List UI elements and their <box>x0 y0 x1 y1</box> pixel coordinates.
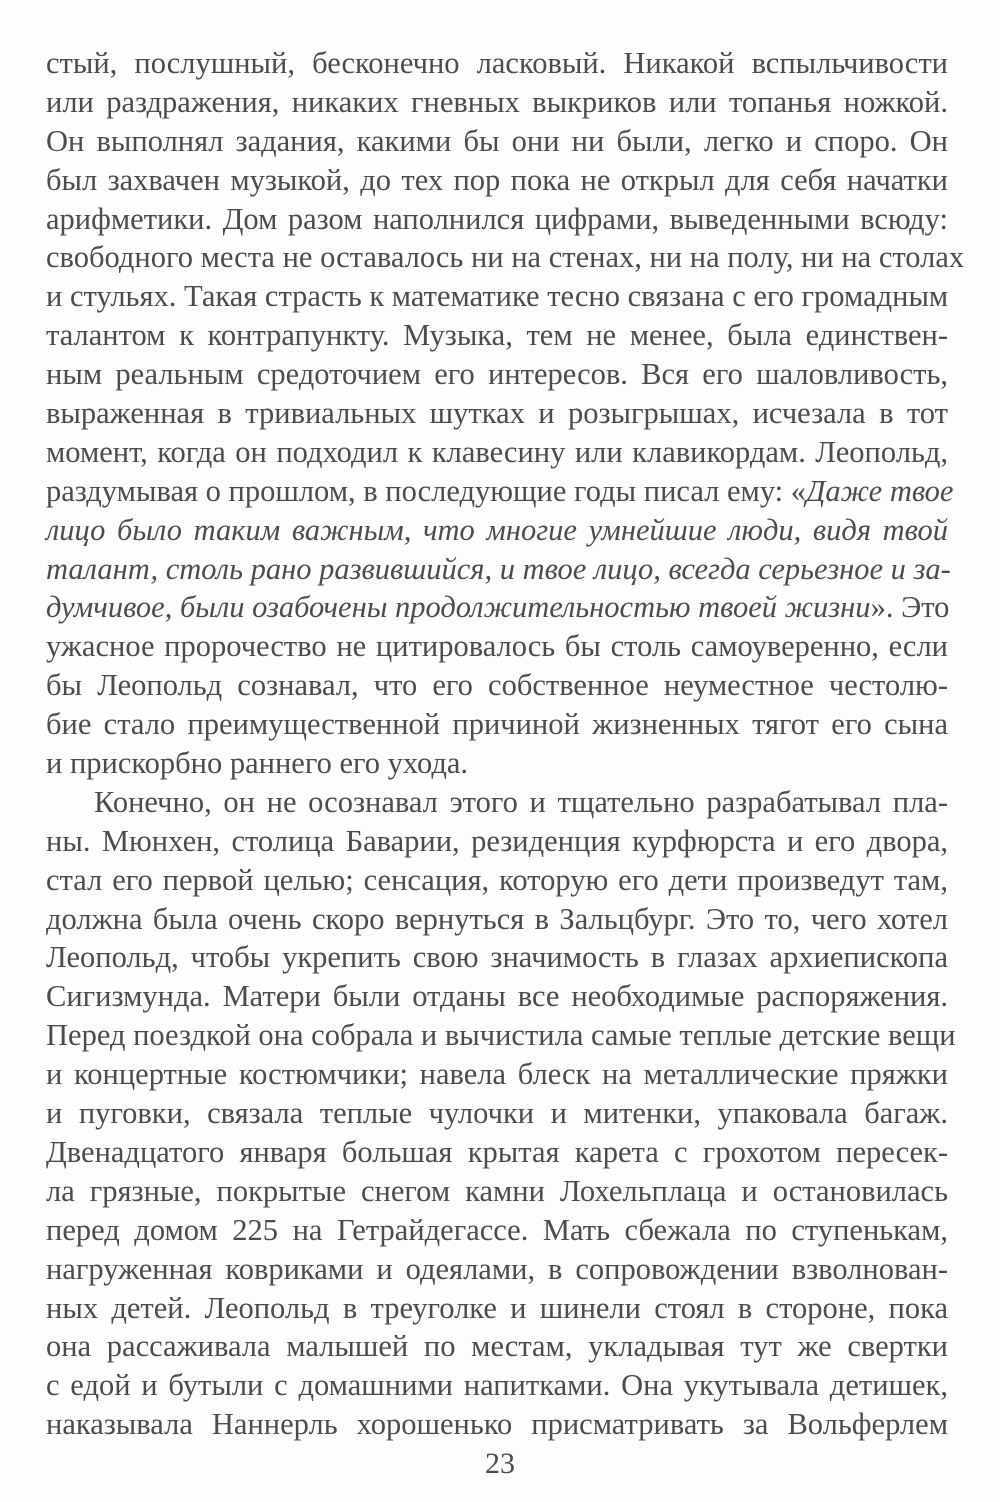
quote-line: лицо было таким важным, что многие умнейшие люди, видя твой <box>46 512 948 547</box>
text-fragment: раздумывая о прошлом, в последующие годы писал ему: « <box>46 473 807 508</box>
quote-line: талант, столь рано развившийся, и твое лицо, всегда серьезное и за- <box>46 551 951 586</box>
text-line: был захвачен музыкой, до тех пор пока не открыл для себя начатки <box>46 162 948 197</box>
text-line: ных детей. Леопольд в треуголке и шинели стоял в стороне, пока <box>46 1290 948 1325</box>
text-line: и стульях. Такая страсть к математике тесно связана с его громадным <box>46 279 949 314</box>
text-line-mixed <box>46 472 954 511</box>
text-line: наказывала Наннерль хорошенько присматривать за Вольферлем <box>46 1407 948 1442</box>
text-line: и пуговки, связала теплые чулочки и митенки, упаковала багаж. <box>46 1096 948 1131</box>
text-line: выраженная в тривиальных шутках и розыгрышах, исчезала в тот <box>46 396 948 431</box>
text-line: с едой и бутыли с домашними напитками. Она укутывала детишек, <box>46 1368 948 1403</box>
text-line-mixed <box>46 588 948 627</box>
text-line: бы Леопольд сознавал, что его собственное неуместное честолю- <box>46 668 948 703</box>
text-line: ужасное пророчество не цитировалось бы столь самоуверенно, если <box>46 629 948 664</box>
text-line: стал его первой целью; сенсация, которую его дети произведут там, <box>46 862 948 897</box>
text-line: ны. Мюнхен, столица Баварии, резиденция курфюрста и его двора, <box>46 823 948 858</box>
text-line: перед домом 225 на Гетрайдегассе. Мать сбежала по ступенькам, <box>46 1212 948 1247</box>
text-line: и прискорбно раннего его ухода. <box>46 746 469 781</box>
text-fragment: ». Это <box>870 590 950 625</box>
text-line: Двенадцатого января большая крытая карета с грохотом пересек- <box>46 1134 948 1169</box>
text-line: Перед поездкой она собрала и вычистила самые теплые детские вещи <box>46 1018 956 1053</box>
paragraph-first-line: Конечно, он не осознавал этого и тщательно разрабатывал пла- <box>94 784 948 819</box>
text-line: свободного места не оставалось ни на стенах, ни на полу, ни на столах <box>46 240 965 275</box>
body-text <box>46 44 965 1444</box>
text-line: Он выполнял задания, какими бы они ни были, легко и споро. Он <box>46 123 948 158</box>
text-line: должна была очень скоро вернуться в Зальцбург. Это то, чего хотел <box>46 901 948 936</box>
text-line: нагруженная ковриками и одеялами, в сопровождении взволнован- <box>46 1251 948 1286</box>
text-line: бие стало преимущественной причиной жизненных тягот его сына <box>46 707 948 742</box>
text-line: она рассаживала малышей по местам, укладывая тут же свертки <box>46 1329 948 1364</box>
text-line: Сигизмунда. Матери были отданы все необходимые распоряжения. <box>46 979 948 1014</box>
text-line: момент, когда он подходил к клавесину или клавикордам. Леопольд, <box>46 434 948 469</box>
text-line: талантом к контрапункту. Музыка, тем не менее, была единствен- <box>46 318 948 353</box>
text-line: Леопольд, чтобы укрепить свою значимость в глазах архиепископа <box>46 940 948 975</box>
quote-fragment: Даже твое <box>806 473 954 508</box>
text-line: ла грязные, покрытые снегом камни Лохельплаца и остановилась <box>46 1173 948 1208</box>
page-number: 23 <box>485 1447 515 1480</box>
text-line: и концертные костюмчики; навела блеск на металлические пряжки <box>46 1057 948 1092</box>
text-line: ным реальным средоточием его интересов. Вся его шаловливость, <box>46 357 948 392</box>
text-line: арифметики. Дом разом наполнился цифрами, выведенными всюду: <box>46 201 948 236</box>
quote-fragment: думчивое, были озабочены продолжительностью твоей жизни <box>46 590 871 625</box>
text-line: или раздражения, никаких гневных выкриков или топанья ножкой. <box>46 84 948 119</box>
text-line: стый, послушный, бесконечно ласковый. Никакой вспыльчивости <box>46 46 948 80</box>
